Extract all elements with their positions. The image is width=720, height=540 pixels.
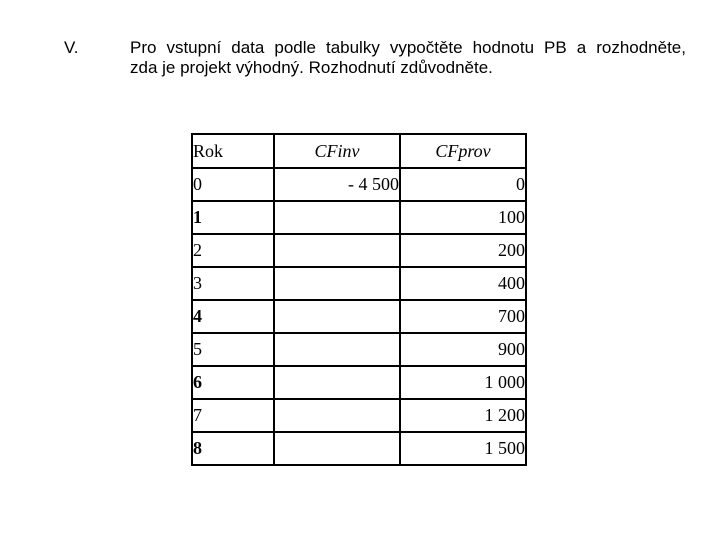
task-number: V.: [64, 38, 79, 57]
cfprov-cell: 0: [400, 168, 526, 201]
cfprov-cell: 900: [400, 333, 526, 366]
cfinv-cell: [274, 399, 400, 432]
year-cell: 4: [192, 300, 274, 333]
cfinv-cell: [274, 201, 400, 234]
year-cell: 7: [192, 399, 274, 432]
task-text-line-1: Pro vstupní data podle tabulky vypočtěte hodnotu PB a rozhodněte,: [130, 38, 686, 57]
table-row: [192, 432, 526, 465]
cfinv-cell: [274, 234, 400, 267]
cfinv-cell: [274, 300, 400, 333]
cfprov-cell: 400: [400, 267, 526, 300]
table-row: [192, 366, 526, 399]
year-cell: 2: [192, 234, 274, 267]
task-text: [130, 38, 690, 78]
table-row: [192, 234, 526, 267]
year-cell: 1: [192, 201, 274, 234]
year-cell: 6: [192, 366, 274, 399]
task-text-line-2: zda je projekt výhodný. Rozhodnutí zdůvodněte.: [130, 58, 493, 77]
table-row: [192, 300, 526, 333]
year-cell: 0: [192, 168, 274, 201]
cash-flow-table: [191, 133, 527, 466]
table-row: [192, 201, 526, 234]
year-cell: 8: [192, 432, 274, 465]
cfinv-cell: [274, 366, 400, 399]
cfprov-cell: 200: [400, 234, 526, 267]
year-cell: 3: [192, 267, 274, 300]
header-cfprov: CFprov: [400, 134, 526, 168]
table-row: [192, 267, 526, 300]
cfprov-cell: 700: [400, 300, 526, 333]
table-header-row: [192, 134, 526, 168]
cfinv-cell: [274, 432, 400, 465]
header-cfinv: CFinv: [274, 134, 400, 168]
cfinv-cell: - 4 500: [274, 168, 400, 201]
cfprov-cell: 1 200: [400, 399, 526, 432]
table-row: [192, 168, 526, 201]
cfinv-cell: [274, 333, 400, 366]
cfprov-cell: 1 500: [400, 432, 526, 465]
table-row: [192, 399, 526, 432]
cfprov-cell: 100: [400, 201, 526, 234]
cfprov-cell: 1 000: [400, 366, 526, 399]
header-rok: Rok: [192, 134, 274, 168]
cfinv-cell: [274, 267, 400, 300]
table-row: [192, 333, 526, 366]
year-cell: 5: [192, 333, 274, 366]
